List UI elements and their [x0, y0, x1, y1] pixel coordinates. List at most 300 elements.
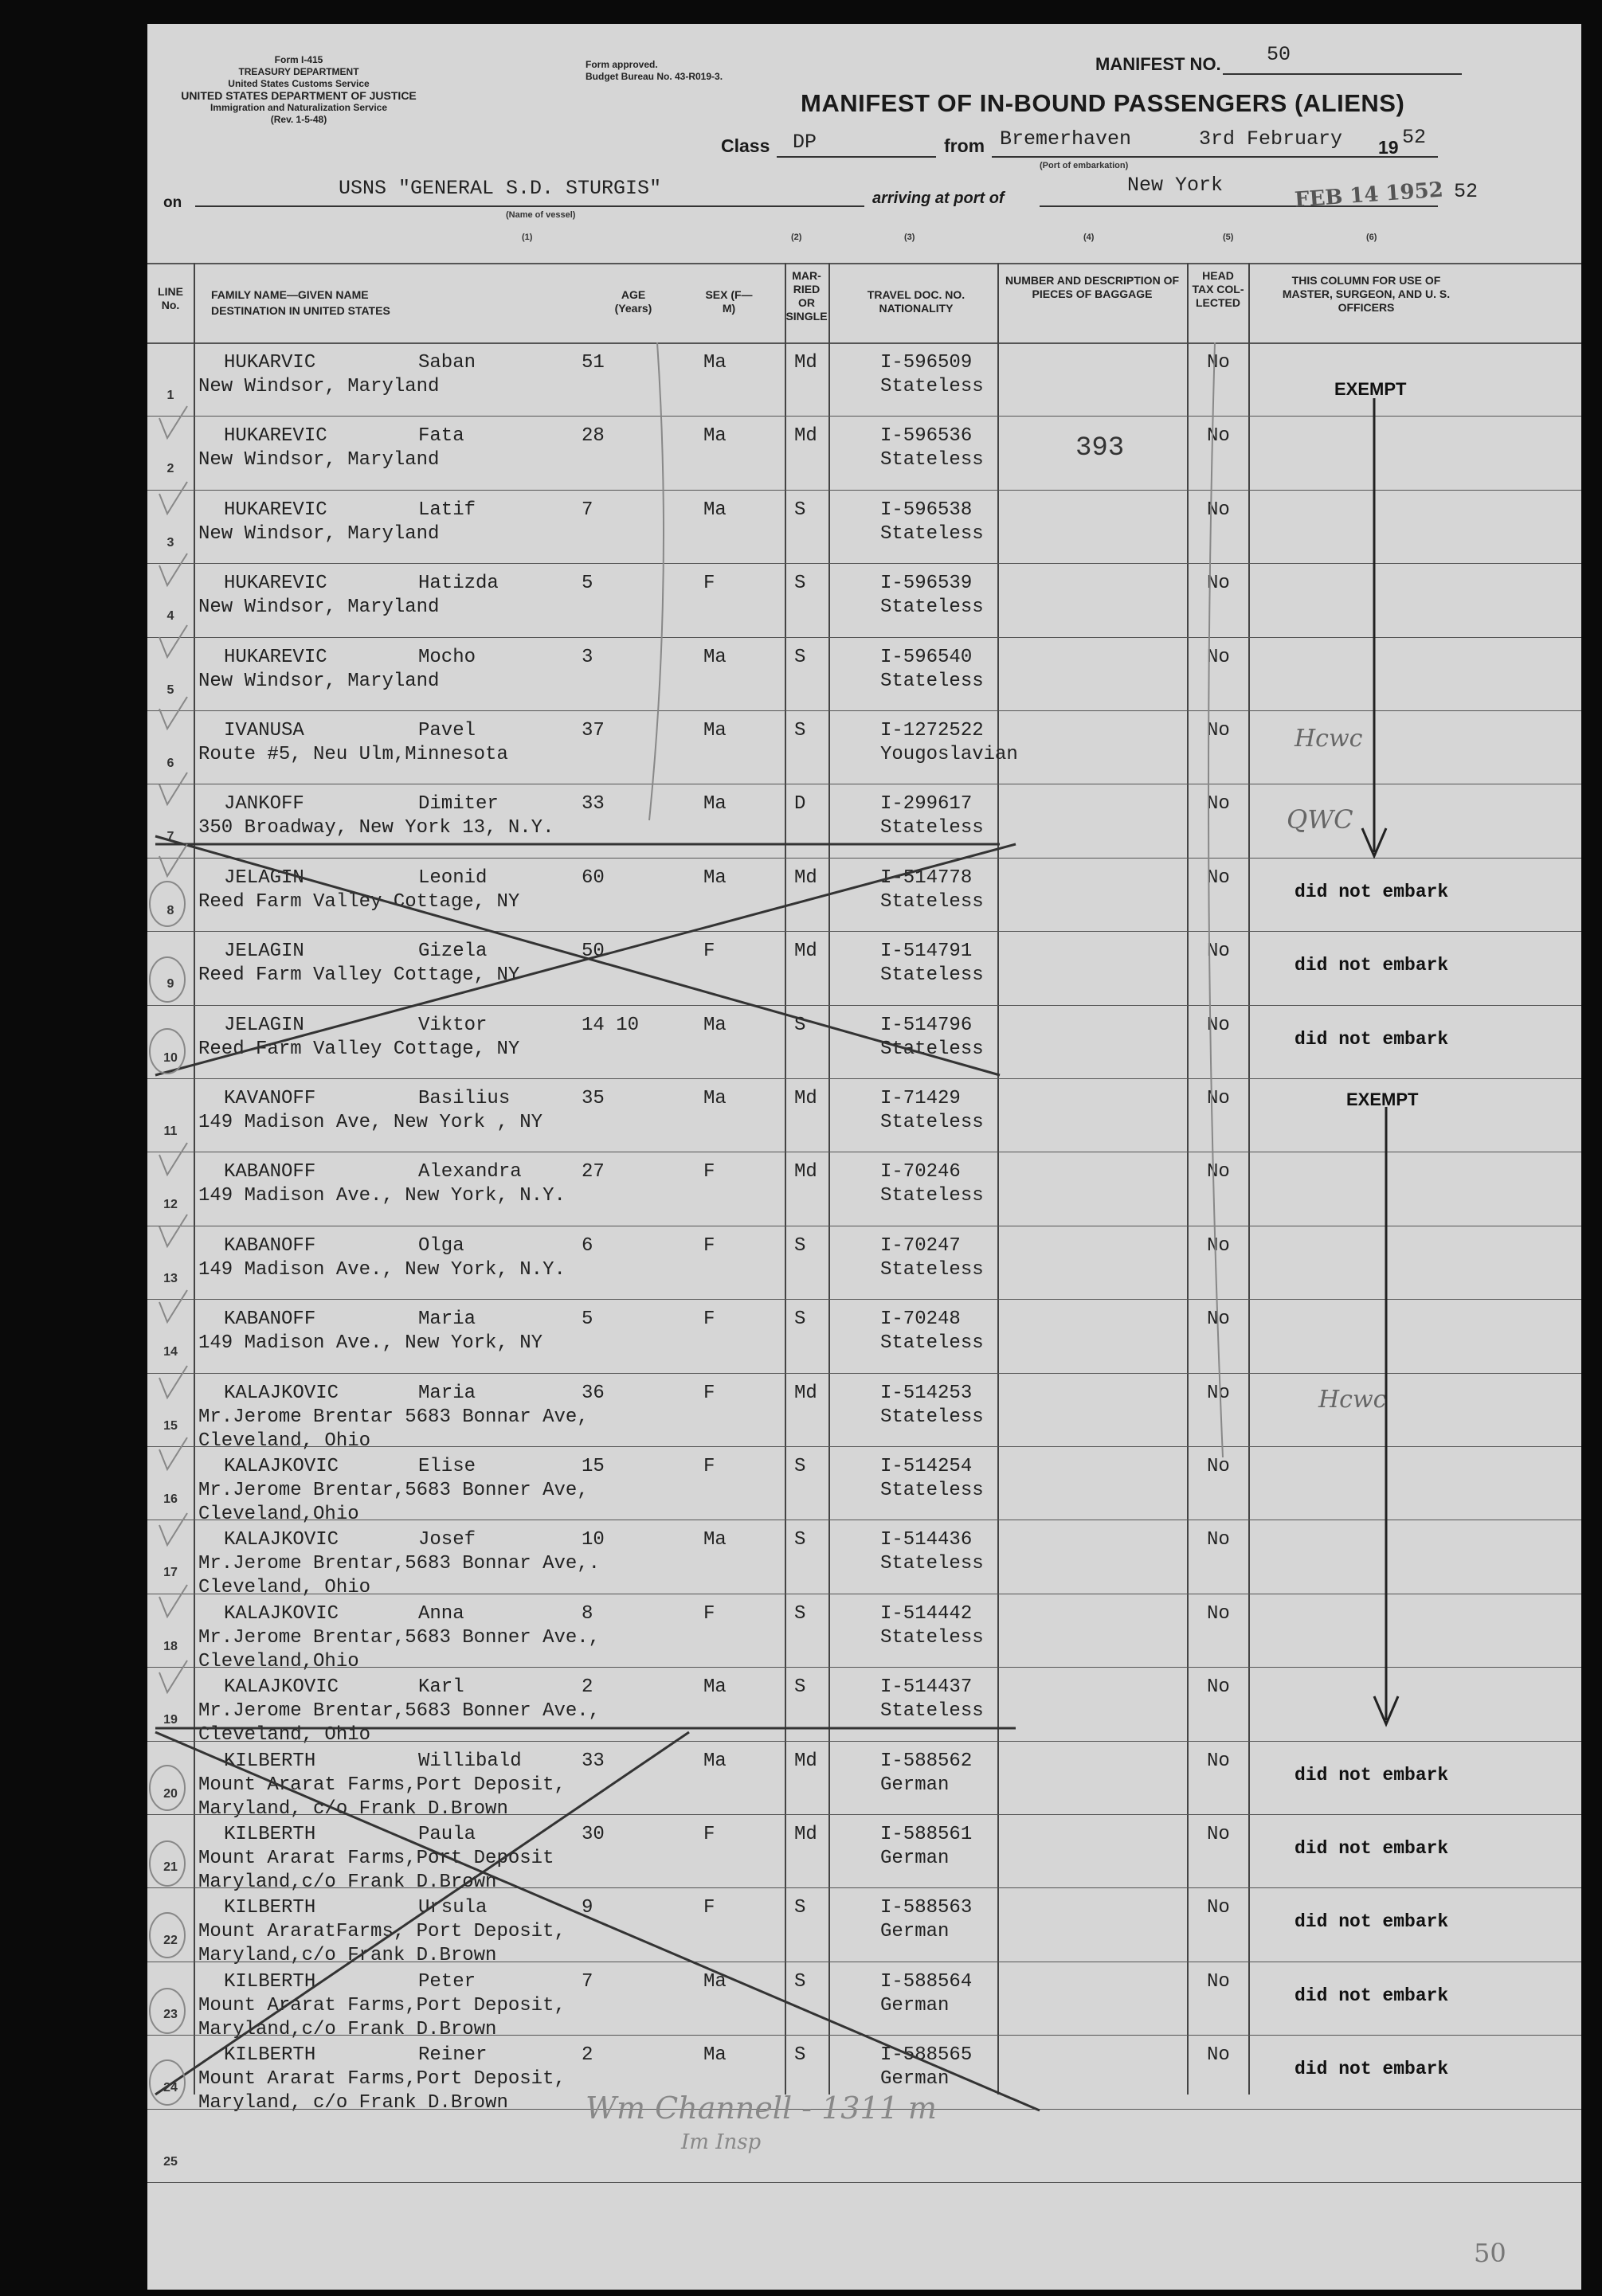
remark: did not embark — [1295, 881, 1449, 902]
handwritten-hcwc-2: Hcwc — [1318, 1386, 1387, 1414]
nationality: Stateless — [880, 522, 984, 545]
head-tax: No — [1207, 1676, 1230, 1699]
marital-status: S — [794, 1234, 806, 1257]
manifest-no-label: MANIFEST NO. — [1095, 54, 1221, 74]
given-name: Fata — [418, 425, 464, 448]
given-name: Latif — [418, 499, 476, 521]
line-number: 24 — [163, 2081, 178, 2095]
sex: Ma — [703, 866, 727, 889]
age: 10 — [582, 1529, 605, 1551]
col-sex: SEX (F—M) — [705, 288, 753, 315]
family-name: HUKAREVIC — [224, 499, 327, 521]
age: 33 — [582, 1750, 605, 1772]
vessel-caption: (Name of vessel) — [506, 210, 576, 220]
col-married: MAR-RIED OR SINGLE — [785, 269, 828, 323]
head-tax: No — [1207, 1234, 1230, 1257]
family-name: HUKAREVIC — [224, 646, 327, 668]
marital-status: S — [794, 1308, 806, 1331]
marital-status: S — [794, 2044, 806, 2067]
date-stamp: FEB 14 1952 — [1294, 178, 1444, 213]
destination: New Windsor, Maryland — [198, 376, 440, 397]
col-officers: THIS COLUMN FOR USE OF MASTER, SURGEON, AND U. S. OFFICERS — [1282, 274, 1451, 314]
nationality: Yougoslavian — [880, 744, 1018, 765]
destination: 149 Madison Ave, New York , NY — [198, 1112, 543, 1133]
given-name: Hatizda — [418, 573, 499, 595]
nationality: Stateless — [880, 1406, 984, 1428]
age: 9 — [582, 1897, 593, 1919]
col-num-5: (5) — [1223, 233, 1234, 242]
given-name: Viktor — [418, 1014, 488, 1036]
revision: (Rev. 1-5-48) — [270, 114, 327, 125]
nationality: Stateless — [880, 596, 984, 619]
sex: F — [703, 1382, 715, 1404]
travel-doc-no: I-70248 — [880, 1308, 961, 1331]
sex: F — [703, 1456, 715, 1477]
nationality: Stateless — [880, 1185, 984, 1207]
on-label: on — [163, 194, 182, 211]
class-value: DP — [793, 131, 817, 154]
sex: Ma — [703, 720, 727, 741]
given-name: Olga — [418, 1234, 464, 1257]
marital-status: S — [794, 1602, 806, 1625]
col-num-4: (4) — [1083, 233, 1095, 242]
baggage-total: 393 — [1075, 433, 1125, 464]
destination-line-2: Cleveland, Ohio — [198, 1430, 371, 1452]
line-number: 5 — [166, 683, 174, 697]
given-name: Saban — [418, 352, 476, 374]
family-name: KALAJKOVIC — [224, 1602, 339, 1625]
family-name: KALAJKOVIC — [224, 1529, 339, 1551]
travel-doc-no: I-588563 — [880, 1897, 973, 1919]
travel-doc-no: I-596539 — [880, 573, 973, 595]
family-name: KILBERTH — [224, 2044, 316, 2067]
exempt-mark-2: EXEMPT — [1346, 1089, 1419, 1109]
travel-doc-no: I-596540 — [880, 646, 973, 668]
head-tax: No — [1207, 1750, 1230, 1772]
year-prefix: 19 — [1378, 137, 1399, 158]
travel-doc-no: I-514254 — [880, 1456, 973, 1477]
remark: did not embark — [1295, 1764, 1449, 1786]
age: 5 — [582, 573, 593, 595]
nationality: German — [880, 2068, 950, 2091]
age: 33 — [582, 793, 605, 816]
destination-line-2: Maryland,c/o Frank D.Brown — [198, 1872, 497, 1893]
page-title: MANIFEST OF IN-BOUND PASSENGERS (ALIENS) — [801, 89, 1405, 117]
line-number: 10 — [163, 1050, 178, 1065]
pen-markings — [147, 24, 1581, 2290]
travel-doc-no: I-596538 — [880, 499, 973, 521]
nationality: Stateless — [880, 1332, 984, 1355]
line-number: 18 — [163, 1639, 178, 1653]
head-tax: No — [1207, 1382, 1230, 1404]
destination-line-2: Cleveland,Ohio — [198, 1650, 359, 1672]
travel-doc-no: I-514437 — [880, 1676, 973, 1699]
sex: Ma — [703, 646, 727, 668]
age: 27 — [582, 1161, 605, 1183]
line-number: 13 — [163, 1271, 178, 1285]
family-name: JELAGIN — [224, 866, 304, 889]
sex: F — [703, 941, 715, 963]
line-number: 16 — [163, 1492, 178, 1506]
sex: Ma — [703, 793, 727, 816]
handwritten-hcwc-1: Hcwc — [1295, 725, 1363, 753]
line-number: 14 — [163, 1345, 178, 1359]
nationality: Stateless — [880, 1626, 984, 1649]
head-tax: No — [1207, 1088, 1230, 1109]
age: 3 — [582, 646, 593, 668]
col-destination: DESTINATION IN UNITED STATES — [211, 304, 390, 317]
age: 15 — [582, 1456, 605, 1477]
exempt-mark-1: EXEMPT — [1334, 379, 1407, 399]
col-baggage: NUMBER AND DESCRIPTION OF PIECES OF BAGGAGE — [1005, 274, 1180, 300]
age: 6 — [582, 1234, 593, 1257]
travel-doc-no: I-588565 — [880, 2044, 973, 2067]
nationality: German — [880, 1994, 950, 2016]
line-number: 6 — [166, 757, 174, 770]
given-name: Alexandra — [418, 1161, 522, 1183]
marital-status: Md — [794, 941, 817, 963]
destination: Mr.Jerome Brentar 5683 Bonnar Ave, — [198, 1406, 589, 1428]
nationality: German — [880, 1848, 950, 1869]
sex: Ma — [703, 2044, 727, 2067]
head-tax: No — [1207, 646, 1230, 668]
travel-doc-no: I-514791 — [880, 941, 973, 963]
destination: Reed Farm Valley Cottage, NY — [198, 1038, 520, 1060]
marital-status: Md — [794, 866, 817, 889]
page-corner-number: 50 — [1474, 2238, 1506, 2268]
destination: Reed Farm Valley Cottage, NY — [198, 890, 520, 913]
family-name: JELAGIN — [224, 941, 304, 963]
destination: New Windsor, Maryland — [198, 596, 440, 619]
form-approved: Form approved. — [586, 59, 658, 70]
arrival-port: New York — [1127, 174, 1224, 197]
nationality: Stateless — [880, 449, 984, 471]
line-number: 9 — [166, 977, 174, 992]
travel-doc-no: I-588562 — [880, 1750, 973, 1772]
line-number: 1 — [166, 389, 174, 402]
destination: Mount Ararat Farms,Port Deposit, — [198, 1774, 566, 1796]
marital-status: S — [794, 1014, 806, 1036]
family-name: KABANOFF — [224, 1308, 316, 1331]
age: 30 — [582, 1824, 605, 1845]
line-number: 22 — [163, 1934, 178, 1948]
destination: Mr.Jerome Brentar,5683 Bonnar Ave,. — [198, 1553, 601, 1575]
age: 8 — [582, 1602, 593, 1625]
head-tax: No — [1207, 1897, 1230, 1919]
head-tax: No — [1207, 941, 1230, 963]
destination: Route #5, Neu Ulm,Minnesota — [198, 744, 508, 765]
line-number: 19 — [163, 1713, 178, 1727]
line-number: 12 — [163, 1198, 178, 1212]
col-age: AGE (Years) — [614, 288, 652, 315]
marital-status: S — [794, 1529, 806, 1551]
arriving-label: arriving at port of — [872, 190, 1005, 207]
sex: Ma — [703, 352, 727, 374]
family-name: KILBERTH — [224, 1970, 316, 1993]
inspector-title: Im Insp — [681, 2130, 762, 2154]
arrow-exempt-2 — [1374, 1107, 1398, 1724]
travel-doc-no: I-596536 — [880, 425, 973, 448]
remark: did not embark — [1295, 955, 1449, 976]
given-name: Karl — [418, 1676, 464, 1699]
travel-doc-no: I-596509 — [880, 352, 973, 374]
age: 14 10 — [582, 1014, 640, 1036]
sex: Ma — [703, 1088, 727, 1109]
destination: 149 Madison Ave., New York, N.Y. — [198, 1258, 566, 1281]
age: 5 — [582, 1308, 593, 1331]
nationality: German — [880, 1774, 950, 1796]
marital-status: S — [794, 573, 806, 595]
line-number: 23 — [163, 2007, 178, 2021]
head-tax: No — [1207, 1308, 1230, 1331]
line-number: 4 — [166, 609, 174, 624]
family-name: HUKAREVIC — [224, 425, 327, 448]
given-name: Dimiter — [418, 793, 499, 816]
marital-status: S — [794, 1456, 806, 1477]
year-suffix: 52 — [1402, 126, 1427, 149]
family-name: KILBERTH — [224, 1824, 316, 1845]
head-tax: No — [1207, 1161, 1230, 1183]
head-tax: No — [1207, 425, 1230, 448]
age: 2 — [582, 1676, 593, 1699]
travel-doc-no: I-1272522 — [880, 720, 984, 741]
age: 2 — [582, 2044, 593, 2067]
line-number: 17 — [163, 1566, 178, 1580]
head-tax: No — [1207, 499, 1230, 521]
given-name: Basilius — [418, 1088, 511, 1109]
destination: Mount Ararat Farms,Port Deposit, — [198, 1994, 566, 2016]
destination: New Windsor, Maryland — [198, 522, 440, 545]
age: 7 — [582, 1970, 593, 1993]
given-name: Leonid — [418, 866, 488, 889]
sex: F — [703, 1602, 715, 1625]
travel-doc-no: I-514442 — [880, 1602, 973, 1625]
justice-dept: UNITED STATES DEPARTMENT OF JUSTICE — [181, 89, 417, 102]
given-name: Reiner — [418, 2044, 488, 2067]
destination-line-2: Maryland, c/o Frank D.Brown — [198, 1797, 508, 1820]
head-tax: No — [1207, 866, 1230, 889]
destination: Mount AraratFarms, Port Deposit, — [198, 1921, 566, 1943]
destination-line-2: Cleveland, Ohio — [198, 1724, 371, 1746]
head-tax: No — [1207, 1824, 1230, 1845]
family-name: JANKOFF — [224, 793, 304, 816]
line-number: 7 — [166, 830, 174, 844]
nationality: Stateless — [880, 376, 984, 397]
line-number: 11 — [163, 1125, 178, 1138]
marital-status: Md — [794, 1382, 817, 1404]
destination: 149 Madison Ave., New York, NY — [198, 1332, 543, 1355]
strike-rows-8-10 — [155, 836, 1016, 1075]
col-line-no: LINE No. — [158, 285, 183, 311]
sex: Ma — [703, 425, 727, 448]
col-num-1: (1) — [522, 233, 533, 242]
given-name: Maria — [418, 1308, 476, 1331]
line-number: 2 — [166, 462, 174, 476]
head-tax: No — [1207, 720, 1230, 741]
marital-status: Md — [794, 1088, 817, 1109]
travel-doc-no: I-299617 — [880, 793, 973, 816]
head-tax: No — [1207, 2044, 1230, 2067]
given-name: Elise — [418, 1456, 476, 1477]
destination: Mr.Jerome Brentar,5683 Bonner Ave, — [198, 1480, 589, 1501]
sex: F — [703, 1897, 715, 1919]
nationality: German — [880, 1921, 950, 1943]
family-name: KALAJKOVIC — [224, 1676, 339, 1699]
sex: Ma — [703, 499, 727, 521]
head-tax: No — [1207, 793, 1230, 816]
sex: F — [703, 1161, 715, 1183]
handwritten-qwc: QWC — [1287, 804, 1353, 835]
marital-status: Md — [794, 1750, 817, 1772]
age: 36 — [582, 1382, 605, 1404]
nationality: Stateless — [880, 890, 984, 913]
destination-line-2: Maryland,c/o Frank D.Brown — [198, 2018, 497, 2040]
col-travel-doc: TRAVEL DOC. NO. NATIONALITY — [867, 288, 966, 315]
year-suffix-2: 52 — [1454, 180, 1479, 203]
destination-line-2: Maryland, c/o Frank D.Brown — [198, 2092, 508, 2114]
sex: Ma — [703, 1014, 727, 1036]
arrow-exempt-1 — [1362, 398, 1386, 856]
date-value: 3rd February — [1199, 127, 1343, 151]
marital-status: D — [794, 793, 806, 816]
family-name: KALAJKOVIC — [224, 1456, 339, 1477]
marital-status: S — [794, 1897, 806, 1919]
sex: Ma — [703, 1750, 727, 1772]
family-name: HUKAREVIC — [224, 573, 327, 595]
remark: did not embark — [1295, 2059, 1449, 2080]
destination: New Windsor, Maryland — [198, 670, 440, 692]
travel-doc-no: I-514436 — [880, 1529, 973, 1551]
age: 28 — [582, 425, 605, 448]
check-marks — [150, 342, 1223, 2105]
nationality: Stateless — [880, 1258, 984, 1281]
treasury-dept: TREASURY DEPARTMENT — [238, 66, 359, 77]
nationality: Stateless — [880, 1112, 984, 1133]
destination: 149 Madison Ave., New York, N.Y. — [198, 1185, 566, 1207]
nationality: Stateless — [880, 1480, 984, 1501]
vessel-name: USNS "GENERAL S.D. STURGIS" — [339, 177, 662, 200]
age: 51 — [582, 352, 605, 374]
travel-doc-no: I-71429 — [880, 1088, 961, 1109]
head-tax: No — [1207, 1456, 1230, 1477]
remark: did not embark — [1295, 1028, 1449, 1050]
sex: Ma — [703, 1970, 727, 1993]
remark: did not embark — [1295, 1838, 1449, 1859]
from-value: Bremerhaven — [1000, 127, 1132, 151]
line-number: 8 — [166, 903, 174, 917]
line-number: 21 — [163, 1860, 178, 1874]
family-name: KAVANOFF — [224, 1088, 316, 1109]
remark: did not embark — [1295, 1985, 1449, 2006]
nationality: Stateless — [880, 1700, 984, 1723]
travel-doc-no: I-514796 — [880, 1014, 973, 1036]
family-name: HUKARVIC — [224, 352, 316, 374]
given-name: Ursula — [418, 1897, 488, 1919]
destination: New Windsor, Maryland — [198, 449, 440, 471]
head-tax: No — [1207, 352, 1230, 374]
destination: Mount Ararat Farms,Port Deposit, — [198, 2068, 566, 2091]
line-number: 20 — [163, 1786, 178, 1801]
sex: F — [703, 1234, 715, 1257]
destination-line-2: Maryland,c/o Frank D.Brown — [198, 1945, 497, 1967]
family-name: KABANOFF — [224, 1234, 316, 1257]
budget-bureau: Budget Bureau No. 43-R019-3. — [586, 71, 723, 82]
col-num-2: (2) — [791, 233, 802, 242]
nationality: Stateless — [880, 964, 984, 987]
family-name: IVANUSA — [224, 720, 304, 741]
given-name: Pavel — [418, 720, 476, 741]
given-name: Josef — [418, 1529, 476, 1551]
marital-status: Md — [794, 1161, 817, 1183]
marital-status: S — [794, 646, 806, 668]
given-name: Maria — [418, 1382, 476, 1404]
head-tax: No — [1207, 1602, 1230, 1625]
family-name: KILBERTH — [224, 1897, 316, 1919]
marital-status: Md — [794, 425, 817, 448]
destination-line-2: Cleveland, Ohio — [198, 1577, 371, 1599]
age: 60 — [582, 866, 605, 889]
given-name: Paula — [418, 1824, 476, 1845]
port-caption: (Port of embarkation) — [1040, 161, 1129, 170]
travel-doc-no: I-588561 — [880, 1824, 973, 1845]
line-number: 25 — [163, 2154, 178, 2169]
nationality: Stateless — [880, 817, 984, 839]
line-number: 3 — [166, 535, 174, 550]
age: 7 — [582, 499, 593, 521]
remark: did not embark — [1295, 1911, 1449, 1933]
age: 37 — [582, 720, 605, 741]
col-head-tax: HEAD TAX COL-LECTED — [1192, 269, 1244, 309]
family-name: KILBERTH — [224, 1750, 316, 1772]
sex: Ma — [703, 1529, 727, 1551]
col-num-6: (6) — [1366, 233, 1377, 242]
destination: 350 Broadway, New York 13, N.Y. — [198, 817, 554, 839]
destination: Mr.Jerome Brentar,5683 Bonner Ave., — [198, 1626, 601, 1649]
given-name: Willibald — [418, 1750, 522, 1772]
given-name: Anna — [418, 1602, 464, 1625]
marital-status: S — [794, 1970, 806, 1993]
customs-service: United States Customs Service — [228, 78, 370, 89]
destination: Mr.Jerome Brentar,5683 Bonner Ave., — [198, 1700, 601, 1723]
sex: Ma — [703, 1676, 727, 1699]
travel-doc-no: I-514778 — [880, 866, 973, 889]
age: 35 — [582, 1088, 605, 1109]
head-tax: No — [1207, 1970, 1230, 1993]
col-num-3: (3) — [904, 233, 915, 242]
travel-doc-no: I-70247 — [880, 1234, 961, 1257]
head-tax: No — [1207, 573, 1230, 595]
class-label: Class — [721, 135, 770, 156]
manifest-page — [147, 24, 1581, 2290]
sex: F — [703, 573, 715, 595]
travel-doc-no: I-70246 — [880, 1161, 961, 1183]
form-number: Form I-415 — [274, 54, 323, 65]
marital-status: Md — [794, 1824, 817, 1845]
given-name: Peter — [418, 1970, 476, 1993]
ins: Immigration and Naturalization Service — [210, 102, 388, 113]
nationality: Stateless — [880, 670, 984, 692]
line-number: 15 — [163, 1418, 178, 1433]
destination-line-2: Cleveland,Ohio — [198, 1504, 359, 1525]
travel-doc-no: I-588564 — [880, 1970, 973, 1993]
inspector-signature: Wm Channell - 1311 m — [586, 2091, 937, 2126]
family-name: JELAGIN — [224, 1014, 304, 1036]
destination: Reed Farm Valley Cottage, NY — [198, 964, 520, 987]
destination: Mount Ararat Farms,Port Deposit — [198, 1848, 554, 1869]
col-family-name: FAMILY NAME—GIVEN NAME — [211, 288, 369, 301]
sex: F — [703, 1824, 715, 1845]
from-label: from — [944, 135, 985, 156]
